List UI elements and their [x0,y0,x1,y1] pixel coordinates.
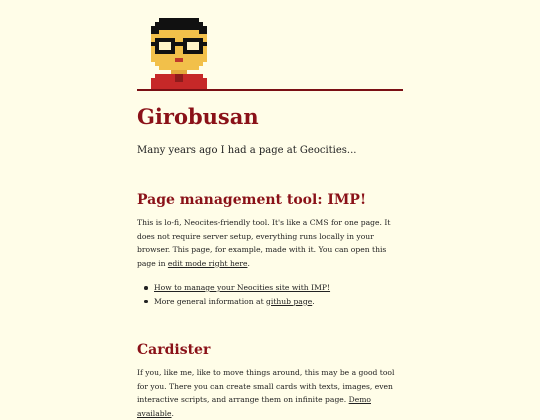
imp-paragraph-end: . [247,258,250,268]
cardister-paragraph-text: If you, like me, like to move things around, this may be a good tool for you. There you can create small cards with texts, images, even interactive scripts, and arrange them on infinite page. [137,368,395,404]
cardister-heading: Cardister [137,342,211,358]
imp-heading: Page management tool: IMP! [137,192,367,208]
imp-paragraph-text: This is lo-fi, Neocites-friendly tool. It's like a CMS for one page. It does not require server setup, everything runs locally in your browser. This page, for example, made with it. You can open this page in [137,218,391,268]
list-item-text: More general information at [154,296,267,306]
intro-text: Many years ago I had a page at Geocities... [137,145,357,156]
list-item [137,295,403,309]
header-rule [137,89,403,91]
avatar [147,18,211,90]
list-item-end: . [312,296,315,306]
imp-links-list [137,281,403,308]
site-title: Girobusan [137,104,259,129]
list-item [137,281,403,295]
cardister-paragraph-end: . [171,408,174,418]
edit-mode-link[interactable]: edit mode right here [167,258,248,268]
demo-link[interactable]: Demo available [137,395,371,418]
neocities-howto-link[interactable]: How to manage your Neocities site with IMP! [154,283,331,292]
imp-paragraph [137,216,403,270]
github-page-link[interactable]: github page [266,296,313,306]
cardister-paragraph [137,366,403,420]
pixel-avatar-icon [147,18,211,90]
